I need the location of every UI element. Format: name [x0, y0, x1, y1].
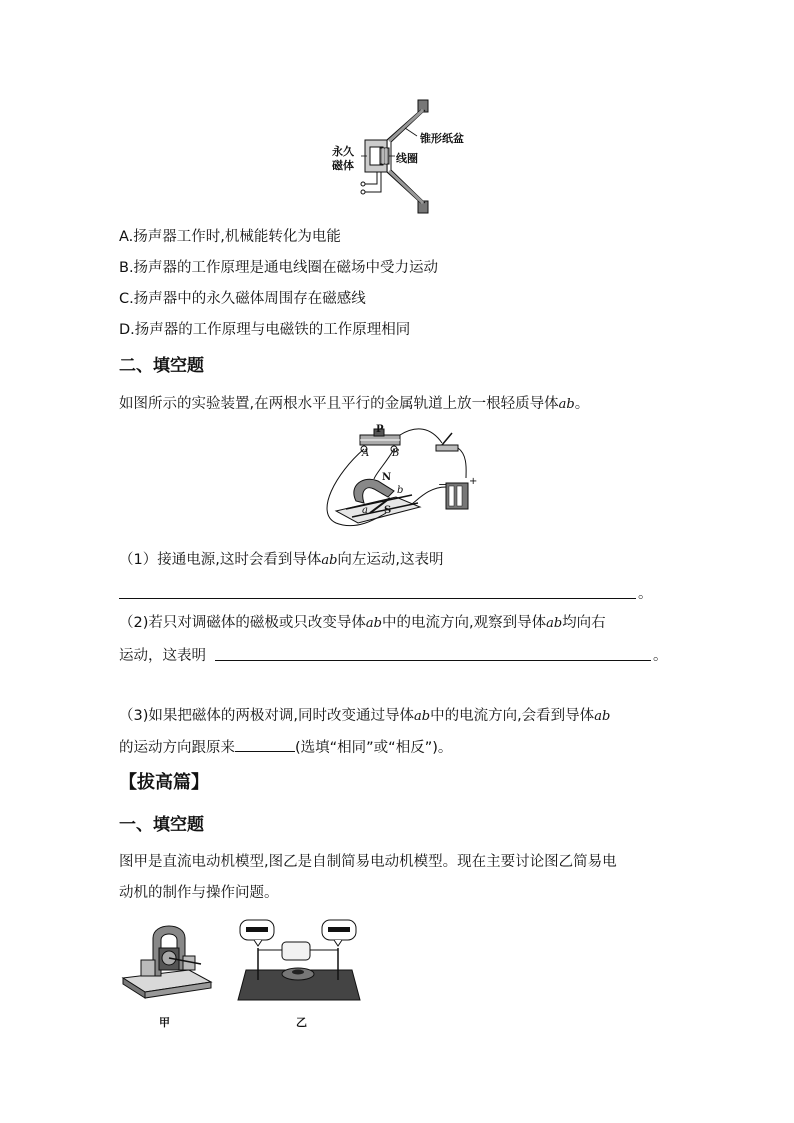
q2-prefix: （2)若只对调磁体的磁极或只改变导体: [119, 615, 366, 631]
fig-label-a: a: [362, 505, 368, 516]
q1-suffix: 向左运动,这表明: [337, 552, 444, 568]
q1-prefix: （1）接通电源,这时会看到导体: [119, 552, 322, 568]
intro-ab: ab: [558, 397, 575, 412]
fig-label-P: P: [376, 424, 384, 435]
fig-label-A: A: [362, 448, 370, 459]
rail-experiment-diagram: [316, 423, 486, 538]
advanced-title: 【拔高篇】: [119, 772, 209, 793]
fig-label-b: b: [397, 485, 404, 496]
q3-mid: 中的电流方向,会看到导体: [430, 708, 595, 724]
advanced-paragraph-line2: 动机的制作与操作问题。: [119, 885, 279, 901]
q1-ab: ab: [321, 553, 338, 568]
fig-label-B: B: [392, 448, 400, 459]
caption-jia: 甲: [159, 1016, 170, 1029]
question-3-line1: [119, 706, 610, 727]
option-b: B.扬声器的工作原理是通电线圈在磁场中受力运动: [119, 260, 439, 276]
section2-intro: [119, 394, 589, 415]
q1-end: 。: [638, 586, 653, 602]
q2-suffix: 均向右: [562, 615, 606, 631]
question-2-line1: [119, 613, 606, 634]
q1-answer-blank[interactable]: [119, 598, 636, 599]
q2-ab-1: ab: [365, 616, 382, 631]
option-d: D.扬声器的工作原理与电磁铁的工作原理相同: [119, 322, 411, 338]
advanced-heading: 一、填空题: [119, 815, 204, 835]
q3-line2-suffix: (选填“相同”或“相反”)。: [295, 740, 453, 756]
q3-ab-1: ab: [414, 709, 431, 724]
option-c: C.扬声器中的永久磁体周围存在磁感线: [119, 291, 366, 307]
intro-prefix: 如图所示的实验装置,在两根水平且平行的金属轨道上放一根轻质导体: [119, 396, 559, 412]
fig-label-minus: −: [438, 478, 448, 491]
advanced-paragraph-line1: 图甲是直流电动机模型,图乙是自制简易电动机模型。现在主要讨论图乙简易电: [119, 854, 617, 870]
question-2-line2: 运动，这表明: [119, 648, 206, 664]
option-a: A.扬声器工作时,机械能转化为电能: [119, 229, 341, 245]
fig-label-S: S: [384, 505, 392, 516]
caption-yi: 乙: [296, 1016, 307, 1029]
q2-answer-blank[interactable]: [215, 660, 651, 661]
label-magnet-2: 磁体: [332, 159, 354, 172]
dc-motor-model-figure: [119, 920, 214, 1002]
q2-mid: 中的电流方向,观察到导体: [381, 615, 547, 631]
q3-line2-prefix: 的运动方向跟原来: [119, 740, 235, 756]
section2-heading: 二、填空题: [119, 356, 204, 376]
q2-ab-2: ab: [546, 616, 563, 631]
simple-motor-figure: [236, 918, 361, 1002]
coil: [380, 148, 389, 164]
intro-suffix: 。: [574, 396, 590, 412]
rail-base: [336, 497, 420, 523]
label-magnet-1: 永久: [332, 145, 354, 158]
q3-answer-blank[interactable]: [235, 737, 295, 752]
fig-label-plus: +: [469, 476, 478, 487]
switch: [436, 445, 458, 451]
label-cone: 锥形纸盆: [420, 132, 464, 145]
question-1: [119, 550, 444, 571]
q2-end: 。: [653, 648, 668, 664]
fig-label-N: N: [382, 472, 392, 483]
question-3-line2: [119, 737, 452, 758]
label-coil: 线圈: [396, 152, 418, 165]
q3-ab-2: ab: [594, 709, 611, 724]
q3-prefix: （3)如果把磁体的两极对调,同时改变通过导体: [119, 708, 414, 724]
